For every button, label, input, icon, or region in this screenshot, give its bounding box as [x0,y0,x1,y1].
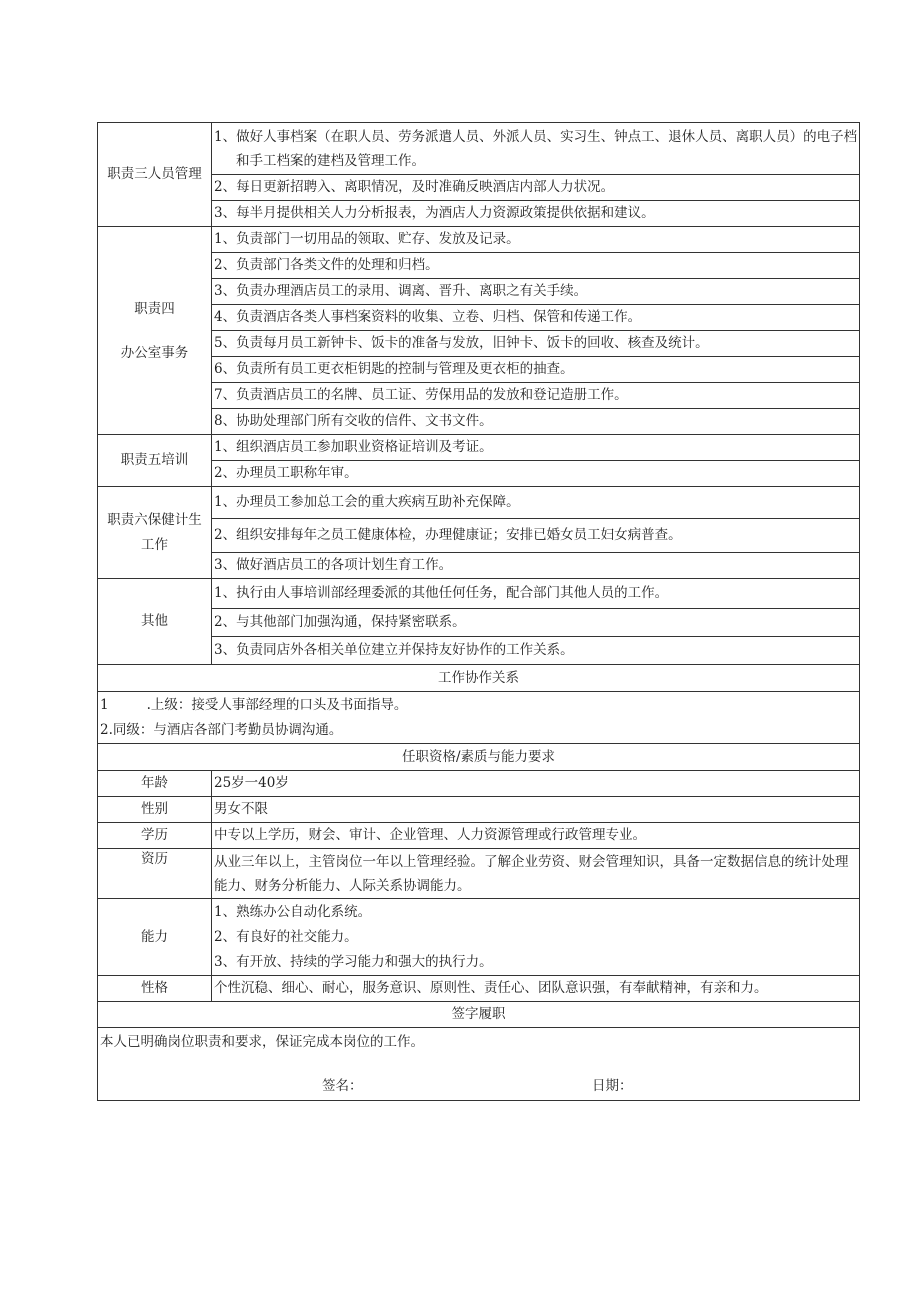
cooperation-line-1 [100,693,859,718]
duty-item: 2、负责部门各类文件的处理和归档。 [212,253,860,279]
ability-item: 2、有良好的社交能力。 [214,928,358,945]
personality-value: 个性沉稳、细心、耐心，服务意识、原则性、责任心、团队意识强，有奉献精神，有亲和力。 [212,976,860,1002]
age-value: 25岁一40岁 [212,771,860,797]
ability-label: 能力 [98,899,212,976]
duty-item: 2、每日更新招聘入、离职情况，及时准确反映酒店内部人力状况。 [212,175,860,201]
duty-category-line: 工作 [141,536,168,553]
duty-category-line: 职责四 [134,300,175,317]
duty-item: 3、负责办理酒店员工的录用、调离、晋升、离职之有关手续。 [212,279,860,305]
duty-category: 职责三人员管理 [98,123,212,227]
date-label[interactable]: 日期： [592,1078,633,1094]
duty-item: 8、协助处理部门所有交收的信件、文书文件。 [212,409,860,435]
duty-item: 2、办理员工职称年审。 [212,461,860,487]
duty-item: 3、每半月提供相关人力分析报表，为酒店人力资源政策提供依据和建议。 [212,201,860,227]
duty-item: 1、办理员工参加总工会的重大疾病互助补充保障。 [212,487,860,519]
duty-category: 其他 [98,579,212,665]
qualifications-title: 任职资格/素质与能力要求 [98,744,860,771]
duty-item: 1、组织酒店员工参加职业资格证培训及考证。 [212,435,860,461]
duty-category [98,487,212,579]
education-value: 中专以上学历，财会、审计、企业管理、人力资源管理或行政管理专业。 [212,823,860,849]
cooperation-title: 工作协作关系 [98,665,860,692]
personality-label: 性格 [98,976,212,1002]
signature-label[interactable]: 签名： [322,1078,363,1094]
duty-item: 5、负责每月员工新钟卡、饭卡的准备与发放，旧钟卡、饭卡的回收、核查及统计。 [212,331,860,357]
cooperation-content [98,692,860,744]
duty-item: 3、负责同店外各相关单位建立并保持友好协作的工作关系。 [212,637,860,665]
duty-item: 1、做好人事档案（在职人员、劳务派遣人员、外派人员、实习生、钟点工、退休人员、离职人员）的电子档和手工档案的建档及管理工作。 [212,123,860,175]
duty-category-line: 办公室事务 [120,344,189,361]
cooperation-line-1-text: .上级：接受人事部经理的口头及书面指导。 [146,696,408,713]
duty-category-line: 职责六保健计生 [107,511,202,528]
duty-item: 3、做好酒店员工的各项计划生育工作。 [212,553,860,579]
signature-title: 签字履职 [98,1002,860,1028]
education-label: 学历 [98,823,212,849]
duty-item: 2、组织安排每年之员工健康体检，办理健康证；安排已婚女员工妇女病普查。 [212,519,860,553]
ability-item: 3、有开放、持续的学习能力和强大的执行力。 [214,953,493,970]
duty-item: 7、负责酒店员工的名牌、员工证、劳保用品的发放和登记造册工作。 [212,383,860,409]
cooperation-line-1-number: 1 [100,696,109,713]
duty-item: 1、负责部门一切用品的领取、贮存、发放及记录。 [212,227,860,253]
age-label: 年龄 [98,771,212,797]
signature-statement: 本人已明确岗位职责和要求，保证完成本岗位的工作。 [100,1034,424,1050]
job-description-table [97,122,860,1101]
gender-value: 男女不限 [212,797,860,823]
experience-label: 资历 [98,849,212,899]
ability-list [212,899,860,976]
duty-category [98,227,212,435]
gender-label: 性别 [98,797,212,823]
duty-item: 1、执行由人事培训部经理委派的其他任何任务，配合部门其他人员的工作。 [212,579,860,609]
duty-item: 6、负责所有员工更衣柜钥匙的控制与管理及更衣柜的抽查。 [212,357,860,383]
job-description-page [97,122,859,1101]
cooperation-line-2: 2.同级：与酒店各部门考勤员协调沟通。 [100,721,343,738]
ability-item: 1、熟练办公自动化系统。 [214,903,372,920]
duty-category: 职责五培训 [98,435,212,487]
experience-value: 从业三年以上，主管岗位一年以上管理经验。了解企业劳资、财会管理知识，具备一定数据信息的统计处理能力、财务分析能力、人际关系协调能力。 [212,849,860,899]
signature-area [98,1028,860,1101]
duty-item: 2、与其他部门加强沟通，保持紧密联系。 [212,609,860,637]
duty-item: 4、负责酒店各类人事档案资料的收集、立卷、归档、保管和传递工作。 [212,305,860,331]
